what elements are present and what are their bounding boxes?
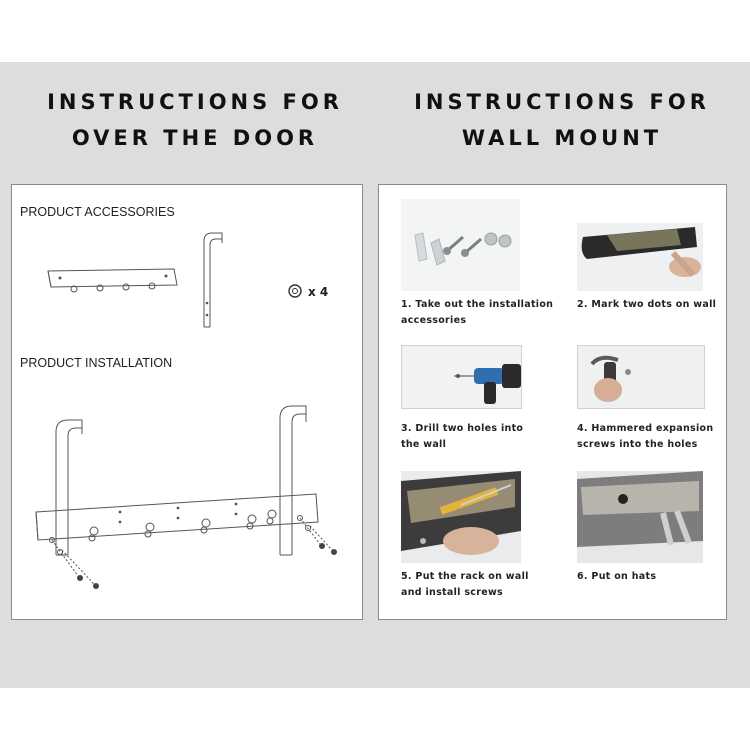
step-caption-line: screws into the holes (577, 439, 698, 450)
marking-photo (577, 223, 703, 291)
drill-photo (401, 345, 522, 409)
screw-quantity: x 4 (308, 285, 329, 299)
door-bracket-drawing (198, 231, 228, 331)
over-the-door-heading (10, 84, 380, 156)
hook-icon (71, 283, 155, 292)
step-caption (577, 569, 737, 585)
accessories-title: PRODUCT ACCESSORIES (20, 205, 175, 219)
step-caption-line: accessories (401, 315, 467, 326)
step-caption (401, 297, 561, 329)
step-caption-line: and install screws (401, 587, 503, 598)
heading-line: OVER THE DOOR (71, 126, 319, 150)
heading-line: INSTRUCTIONS FOR (414, 90, 710, 114)
step-caption-line: 6. Put on hats (577, 571, 657, 582)
step-caption-line: 1. Take out the installation (401, 299, 554, 310)
installation-title: PRODUCT INSTALLATION (20, 356, 173, 370)
over-the-door-panel (11, 184, 363, 620)
installation-drawing (32, 400, 342, 600)
hook-rail-drawing (42, 265, 187, 305)
screws-photo (401, 199, 520, 291)
step-caption-line: the wall (401, 439, 447, 450)
step-caption-line: 5. Put the rack on wall (401, 571, 529, 582)
hook-icon (89, 510, 276, 541)
step-caption-line: 3. Drill two holes into (401, 423, 524, 434)
heading-line: INSTRUCTIONS FOR (47, 90, 343, 114)
step-caption (577, 297, 737, 313)
wall-mount-heading (382, 84, 742, 156)
screw-icon (77, 543, 337, 589)
step-caption (401, 421, 561, 453)
step-caption (577, 421, 737, 453)
rack-photo (577, 471, 703, 563)
step-caption (401, 569, 561, 601)
heading-line: WALL MOUNT (461, 126, 663, 150)
screw-icon (287, 283, 303, 299)
hammer-photo (577, 345, 705, 409)
step-caption-line: 2. Mark two dots on wall (577, 299, 717, 310)
step-caption-line: 4. Hammered expansion (577, 423, 714, 434)
screwdriver-photo (401, 471, 521, 563)
wall-mount-panel (378, 184, 727, 620)
